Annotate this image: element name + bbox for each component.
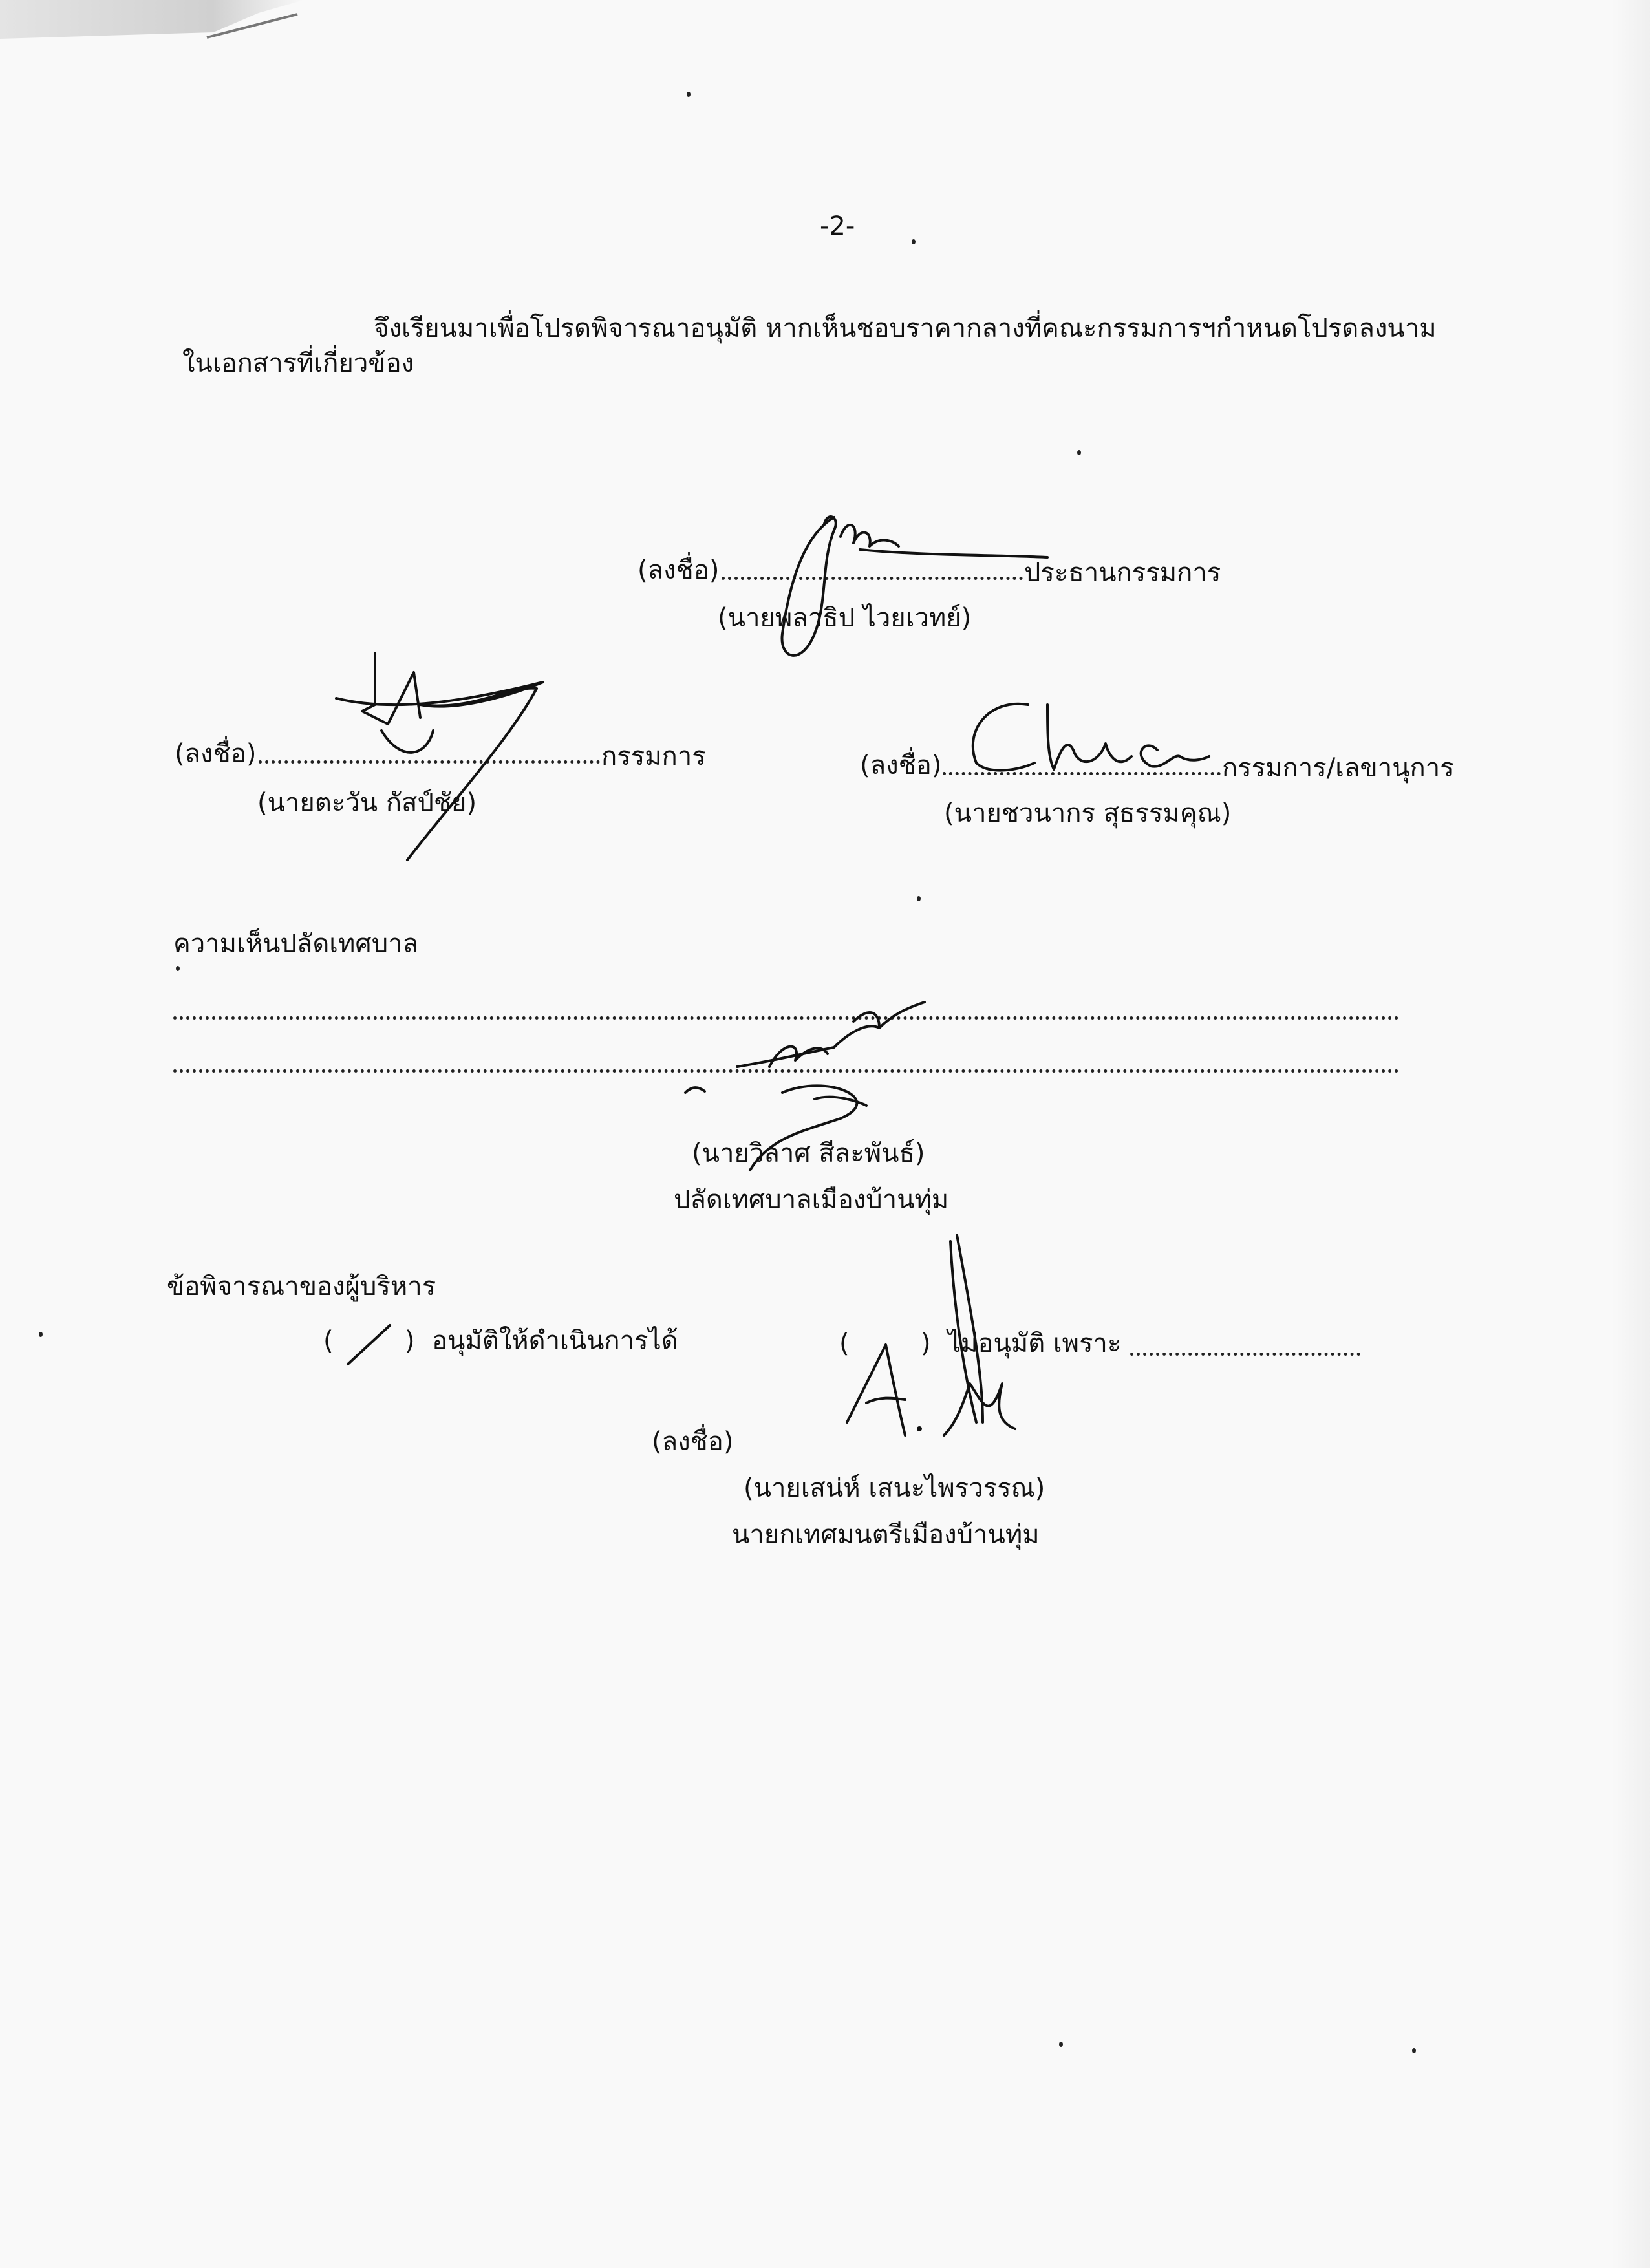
- member-name: (นายตะวัน กัสป์ชัย): [257, 788, 477, 818]
- secretary-role: กรรมการ/เลขานุการ: [1222, 753, 1454, 783]
- deputy-title: ปลัดเทศบาลเมืองบ้านทุ่ม: [674, 1185, 949, 1215]
- approve-bracket-close: ): [405, 1326, 415, 1356]
- member-role: กรรมการ: [601, 742, 706, 771]
- reject-bracket-open: (: [839, 1329, 850, 1358]
- reject-reason-line: [1130, 1353, 1360, 1356]
- executive-sign-label: (ลงชื่อ): [652, 1427, 734, 1457]
- member-sign-label: (ลงชื่อ): [175, 739, 257, 769]
- chairman-role: ประธานกรรมการ: [1024, 558, 1221, 588]
- intro-line-1: จึงเรียนมาเพื่อโปรดพิจารณาอนุมัติ หากเห็นชอบราคากลางที่คณะกรรมการฯกำหนดโปรดลงนาม: [374, 314, 1437, 343]
- chairman-name: (นายพลาธิป ไวยเวทย์): [718, 603, 972, 633]
- scan-speck: [912, 239, 916, 244]
- executive-name: (นายเสน่ห์ เสนะไพรวรรณ): [744, 1473, 1045, 1503]
- approve-label: อนุมัติให้ดำเนินการได้: [432, 1326, 678, 1356]
- scan-speck: [39, 1332, 43, 1337]
- executive-heading: ข้อพิจารณาของผู้บริหาร: [167, 1272, 436, 1301]
- chairman-signature: [763, 511, 1060, 666]
- reject-label: ไม่อนุมัติ เพราะ: [948, 1329, 1122, 1358]
- secretary-name: (นายชวนากร สุธรรมคุณ): [944, 798, 1232, 828]
- scan-speck: [176, 966, 180, 971]
- scan-speck: [1412, 2048, 1416, 2053]
- approve-check-mark[interactable]: [341, 1319, 400, 1371]
- page-number: -2-: [820, 211, 855, 241]
- chairman-sign-label: (ลงชื่อ): [638, 555, 720, 585]
- scan-speck: [917, 896, 921, 901]
- member-signature: [323, 647, 556, 866]
- approve-bracket-open: (: [323, 1326, 334, 1356]
- executive-signature: [828, 1228, 1041, 1481]
- scan-speck: [1077, 450, 1081, 455]
- scan-edge-shadow: [1611, 0, 1650, 2268]
- secretary-signature: [950, 692, 1222, 782]
- scan-speck: [1059, 2042, 1063, 2047]
- executive-title: นายกเทศมนตรีเมืองบ้านทุ่ม: [732, 1520, 1040, 1550]
- secretary-sign-label: (ลงชื่อ): [860, 751, 942, 780]
- intro-line-2: ในเอกสารที่เกี่ยวข้อง: [182, 348, 414, 378]
- reject-bracket-close: ): [921, 1329, 931, 1358]
- scan-corner-shadow: [0, 0, 310, 52]
- deputy-heading: ความเห็นปลัดเทศบาล: [173, 929, 419, 959]
- scan-speck: [687, 92, 691, 97]
- deputy-name: (นายวิลาศ สีละพันธ์): [692, 1139, 925, 1168]
